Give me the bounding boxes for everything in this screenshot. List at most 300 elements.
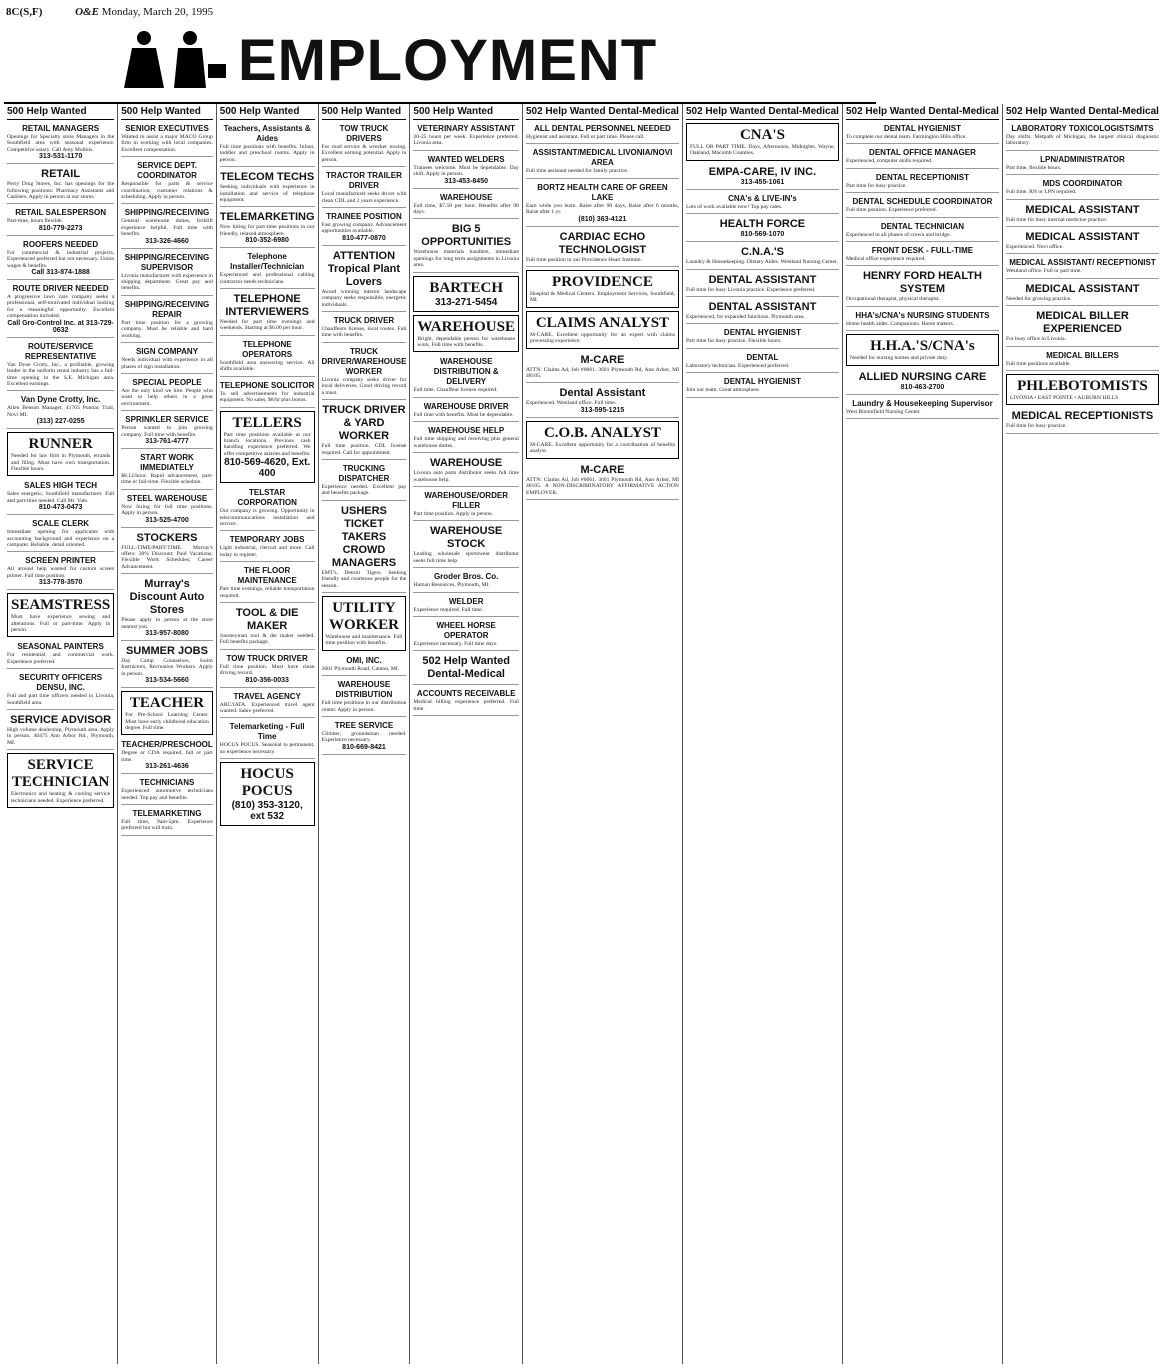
ad-body: General warehouse duties, forklift experience helpful. Full time with benefits.	[121, 218, 213, 238]
classified-ad	[7, 393, 114, 429]
ad-headline: SCALE CLERK	[32, 519, 90, 529]
ad-body: Van Dyne Crotty, Inc., a profitable, growing leader in the uniform rental industry has a full-time opening in the S.E. Michigan area. Excellent earnings.	[7, 361, 115, 387]
ad-body: HOCUS POCUS. Seasonal to permanent, no experience necessary.	[219, 742, 315, 755]
classified-column	[1003, 104, 1162, 1364]
ad-headline: HHA's/CNA's NURSING STUDENTS	[855, 310, 990, 320]
ad-phone: 313-534-5660	[145, 677, 189, 685]
ad-headline: ATTENTION Tropical Plant Lovers	[327, 249, 401, 288]
classified-ad	[413, 122, 519, 151]
ad-body: Allen Benson Manager, 41765 Pontiac Trail, Novi MI.	[7, 405, 115, 418]
classified-ad	[686, 272, 839, 297]
ad-headline: SUMMER JOBS	[126, 645, 208, 657]
ad-headline: MEDICAL RECEPTIONISTS	[1011, 410, 1154, 423]
ad-phone: (810) 353-3120, ext 532	[231, 800, 303, 823]
ad-headline: OMI, INC.	[346, 655, 382, 665]
ad-body: Hygienist and assistant. Full or part time. Please call.	[525, 134, 645, 140]
classified-ad	[846, 309, 999, 331]
classified-ad	[686, 375, 839, 397]
ad-headline: WAREHOUSE HELP	[428, 426, 505, 436]
ad-body: Full time positions available.	[1005, 360, 1071, 367]
ad-headline: ACCOUNTS RECEIVABLE	[416, 689, 516, 699]
classified-column	[217, 104, 319, 1364]
ad-body: Journeyman tool & die maker needed. Full benefits package.	[219, 632, 315, 646]
ad-headline: WAREHOUSE/ORDER FILLER	[424, 490, 508, 510]
classified-ad	[220, 564, 315, 603]
ad-body: Part time positions available at our branch locations. Previous cash handling experience preferred. We offer competitive salaries and benefits.	[223, 431, 311, 457]
classified-ad	[220, 690, 315, 719]
ad-headline: SHIPPING/RECEIVING	[124, 208, 210, 218]
ad-body: Part time for busy practice. Flexible hours.	[685, 338, 782, 345]
ad-body: Full time for busy practice.	[1005, 423, 1067, 430]
classified-ad	[220, 250, 315, 289]
ad-headline: TRAINEE POSITION	[326, 212, 402, 222]
ad-body: Westland office. Full or part time.	[1005, 268, 1082, 275]
classified-ad	[413, 489, 519, 521]
ad-headline: TOOL & DIE MAKER	[235, 606, 299, 632]
classified-ad	[526, 181, 679, 227]
ad-headline: WHEEL HORSE OPERATOR	[436, 620, 496, 640]
ad-headline: SERVICE DEPT. COORDINATOR	[137, 161, 197, 181]
classified-ad	[846, 244, 999, 266]
classified-ad	[1006, 177, 1159, 199]
classified-ad	[121, 413, 213, 449]
classified-ad	[322, 248, 407, 312]
classified-ad	[526, 385, 679, 417]
ad-headline: SECURITY OFFICERS DENSU, INC.	[19, 673, 103, 693]
column-heading: 502 Help Wanted Dental-Medical	[1006, 104, 1159, 120]
ad-headline: MDS COORDINATOR	[1042, 179, 1123, 189]
classified-ad	[121, 492, 213, 528]
ad-headline: M-CARE	[580, 353, 625, 366]
ad-body: FULL-TIME/PART-TIME. Murray's offers: 30% Discount; Paid Vacations; Flexible Work Schedules; Career Advancement.	[121, 544, 213, 570]
classified-ad	[7, 753, 114, 808]
classified-ad	[1006, 408, 1159, 433]
ad-phone: 810-356-0033	[245, 676, 289, 684]
classified-ad	[7, 432, 114, 476]
classified-ad	[121, 122, 213, 157]
ad-headline: MEDICAL ASSISTANT	[1025, 231, 1140, 244]
classified-ad	[686, 192, 839, 214]
classified-ad	[220, 209, 315, 248]
ad-headline: TELEPHONE INTERVIEWERS	[225, 293, 309, 319]
ad-body: Part time position. Apply in person.	[413, 510, 494, 517]
ad-body: Responsible for parts & service coordination, customer relations & scheduling. Apply in person.	[121, 181, 213, 201]
ad-headline: CNA'S	[739, 127, 785, 143]
ad-phone: Call 313-874-1888	[31, 269, 90, 277]
classified-ad	[7, 122, 114, 164]
ad-body: Full time. Chauffeur license required.	[413, 387, 498, 394]
ad-phone: 313-271-5454	[435, 296, 498, 308]
ad-headline: DENTAL HYGIENIST	[723, 328, 801, 338]
ad-headline: C.O.B. ANALYST	[543, 424, 661, 441]
classified-column	[4, 104, 118, 1364]
classified-ad	[846, 122, 999, 144]
ad-body: Full time position in our Providence Heart Institute.	[525, 256, 642, 263]
classified-ad	[121, 576, 213, 641]
classified-ad	[413, 653, 519, 685]
classified-ad	[322, 503, 407, 593]
classified-ad	[322, 122, 407, 167]
classified-ad	[7, 517, 114, 552]
classified-ad	[121, 251, 213, 296]
ad-headline: CLAIMS ANALYST	[535, 314, 670, 331]
ad-body: Full time position. Experience preferred.	[845, 207, 937, 214]
classified-ad	[846, 397, 999, 419]
business-people-icon	[104, 28, 234, 90]
ad-headline: DENTAL SCHEDULE COORDINATOR	[852, 197, 993, 207]
classified-ad	[686, 164, 839, 190]
ad-headline: ROUTE DRIVER NEEDED	[12, 284, 109, 294]
classified-ad	[121, 807, 213, 836]
classified-ad	[220, 605, 315, 650]
ad-headline: TRUCK DRIVER & YARD WORKER	[322, 404, 406, 443]
ad-phone: (313) 227-0255	[36, 418, 85, 426]
classified-ad	[220, 379, 315, 408]
classified-ad	[686, 123, 839, 161]
classified-ad	[1006, 308, 1159, 346]
ad-headline: ASSISTANT/MEDICAL LIVONIA/NOVI AREA	[532, 148, 673, 168]
ad-headline: DENTAL OFFICE MANAGER	[869, 148, 976, 158]
ad-headline: SPRINKLER SERVICE	[125, 415, 209, 425]
ad-body: Experienced. Novi office.	[1005, 244, 1064, 251]
ad-headline: TEMPORARY JOBS	[229, 535, 305, 545]
ad-headline: WAREHOUSE DISTRIBUTION & DELIVERY	[433, 357, 499, 387]
classified-ad	[121, 530, 213, 575]
classified-ad	[1006, 374, 1159, 405]
ad-phone: (810) 363-4121	[578, 215, 627, 223]
column-heading: 500 Help Wanted	[413, 104, 519, 120]
classified-ad	[1006, 349, 1159, 371]
ad-body: Lots of work available now! Top pay rates.	[685, 203, 783, 210]
ad-body: Immediate opening for applicants with accounting background and experience on a computer. Reliable, detail oriented.	[7, 529, 115, 548]
ad-body: Our company is growing. Opportunity in telecommunications installation and service.	[219, 508, 315, 527]
classified-ad	[686, 326, 839, 348]
paper-name: O&E	[75, 6, 99, 18]
ad-headline: WAREHOUSE	[439, 192, 493, 202]
classified-ad	[846, 171, 999, 193]
classified-ad	[413, 595, 519, 617]
ad-body: Human Resources, Plymouth, MI.	[413, 582, 490, 589]
ad-body: Now hiring for part-time positions in our friendly, relaxed atmosphere.	[219, 224, 315, 237]
ad-body: Experienced, computer skills required.	[845, 158, 933, 165]
ad-headline: TOW TRUCK DRIVER	[226, 653, 308, 663]
classified-ad	[121, 451, 213, 490]
ad-headline: SERVICE TECHNICIAN	[11, 757, 110, 791]
classified-ad	[220, 762, 315, 826]
ad-headline: WAREHOUSE	[417, 318, 515, 335]
classified-ad	[220, 720, 315, 759]
ad-headline: SHIPPING/RECEIVING REPAIR	[124, 299, 210, 319]
ad-body: Wanted to assist a major MACO Group firm in working with local companies. Excellent compensation.	[121, 134, 213, 153]
classified-ad	[322, 719, 407, 755]
classified-ad	[121, 206, 213, 248]
classified-ad	[1006, 122, 1159, 151]
classified-ad	[322, 596, 407, 651]
ad-body: Local manufacturer seeks driver with clean CDL and 2 years experience.	[321, 191, 407, 204]
ad-phone: 810-669-8421	[342, 743, 386, 751]
ad-headline: SHIPPING/RECEIVING SUPERVISOR	[124, 252, 210, 272]
ad-body: Leading wholesale sportswear distributor seeks full time help.	[413, 551, 519, 564]
ad-phone: 810-352-6980	[245, 237, 289, 245]
ad-headline: DENTAL HYGIENIST	[883, 124, 961, 133]
classified-ad	[413, 221, 519, 272]
ad-body: Full time assistant needed for family practice.	[525, 168, 629, 175]
ad-body: For residential and commercial work. Experience preferred.	[7, 652, 115, 665]
ad-body: Warehouse and maintenance. Full time position with benefits.	[325, 633, 403, 647]
ad-headline: WAREHOUSE STOCK	[430, 525, 503, 551]
ad-body: Part time for busy practice.	[845, 182, 907, 189]
ad-headline: Groder Bros. Co.	[433, 572, 499, 582]
ad-phone: 810-779-2273	[38, 224, 83, 232]
ad-body: Part time evenings, reliable transportation required.	[219, 586, 315, 599]
classified-ad	[413, 400, 519, 422]
ad-headline: HOCUS POCUS	[240, 766, 294, 800]
ad-headline: MEDICAL ASSISTANT	[1025, 203, 1140, 216]
ad-body: Award winning interior landscape company seeks responsible, energetic individuals.	[321, 288, 407, 308]
classified-ad	[322, 345, 407, 400]
ad-body: Full time positions with benefits. Infant, toddler and preschool rooms. Apply in person.	[219, 144, 315, 163]
ad-body: Full time, $7.50 per hour. Benefits after 90 days.	[413, 202, 519, 216]
column-heading: 502 Help Wanted Dental-Medical	[526, 104, 679, 120]
ad-headline: RETAIL MANAGERS	[22, 124, 100, 133]
classified-ad	[413, 687, 519, 716]
ad-body: Experience needed. Excellent pay and benefits package.	[321, 483, 407, 497]
ad-body: Occupational therapist, physical therapist.	[845, 296, 940, 303]
ad-headline: BARTECH	[429, 279, 504, 296]
classified-ad	[220, 291, 315, 336]
ad-body: Laboratory technician. Experienced preferred.	[685, 362, 790, 369]
ad-headline: ROOFERS NEEDED	[23, 239, 99, 249]
classified-ad	[686, 216, 839, 242]
classified-column	[118, 104, 217, 1364]
ad-headline: SEASONAL PAINTERS	[17, 642, 104, 652]
ad-headline: SERVICE ADVISOR	[10, 714, 112, 727]
ad-body: To complete our dental team. Farmington Hills office.	[845, 134, 967, 140]
ad-headline: Teachers, Assistants & Aides	[223, 124, 311, 143]
ad-body: Part time position for a growing company. Must be reliable and hard working.	[121, 319, 213, 339]
ad-headline: TELLERS	[232, 414, 302, 431]
ad-headline: SIGN COMPANY	[135, 347, 199, 357]
ad-body: Are the only kind we hire. People who want to help others in a great environment.	[121, 387, 213, 407]
ad-headline: DENTAL RECEPTIONIST	[875, 172, 969, 182]
ad-headline: TRUCK DRIVER/WAREHOUSE WORKER	[321, 346, 407, 376]
classified-ad	[686, 244, 839, 269]
ad-body: Climber, groundsman needed. Experience necessary.	[321, 730, 407, 744]
ad-body: Experience necessary. Full time days.	[413, 640, 498, 647]
ad-body: Sales energetic, Southfield manufacturer. Full and part-time needed. Call Mr. Vale.	[7, 491, 115, 504]
ad-headline: USHERS TICKET TAKERS CROWD MANAGERS	[331, 504, 397, 569]
ad-body: Perry Drug Stores, Inc. has openings for the following positions: Pharmacy Assistants and Cashiers. Apply in person at our stores.	[7, 181, 115, 201]
ad-body: Needs individual with experience in all phases of sign installation.	[121, 357, 213, 370]
ad-body: Full time position. Must have clean driving record.	[219, 663, 315, 677]
ad-body: Hospital & Medical Centers. Employment Services, Southfield, MI.	[529, 291, 675, 304]
ad-phone: 810-463-2700	[900, 383, 945, 391]
classified-column	[319, 104, 411, 1364]
ad-headline: Van Dyne Crotty, Inc.	[20, 395, 101, 405]
ad-headline: EMPA-CARE, IV INC.	[708, 165, 817, 178]
ad-body: Medical office experience required.	[845, 256, 926, 263]
ad-headline: VETERINARY ASSISTANT	[417, 124, 516, 133]
classified-ad	[526, 352, 679, 384]
classified-ad	[121, 738, 213, 774]
ad-body: For busy office in Livonia.	[1005, 336, 1066, 343]
ad-body: $8.12/hour. Rapid advancement, part-time or full-time. Flexible schedule.	[121, 472, 213, 486]
classified-ad	[7, 554, 114, 590]
ad-headline: TELSTAR CORPORATION	[237, 488, 297, 508]
ad-body: Must have experience sewing and alterations. Full or part-time. Apply in person.	[11, 614, 111, 633]
classified-ad	[322, 462, 407, 501]
ad-headline: SPECIAL PEOPLE	[132, 377, 202, 387]
ad-body: Laundry & Housekeeping. Dietary Aides. Westland Nursing Center.	[685, 259, 838, 266]
classified-ad	[846, 220, 999, 242]
ad-body: Trainees welcome. Must be dependable. Day shift. Apply in person.	[413, 164, 519, 178]
ad-headline: SCREEN PRINTER	[25, 556, 96, 566]
classified-ad	[413, 315, 519, 353]
classified-ad	[526, 421, 679, 459]
ad-body: Experienced in all phases of crown and bridge.	[845, 231, 951, 238]
running-header	[6, 6, 874, 22]
ad-body: Experienced and professional cabling contractor needs technicians.	[219, 272, 315, 285]
classified-column	[523, 104, 683, 1364]
column-heading: 500 Help Wanted	[121, 104, 213, 120]
ad-headline: ROUTE/SERVICE REPRESENTATIVE	[24, 341, 97, 361]
classified-ad	[413, 619, 519, 651]
classified-ad	[413, 455, 519, 487]
ad-headline: PROVIDENCE	[552, 274, 653, 291]
classified-ad	[322, 169, 407, 208]
ad-headline: CARDIAC ECHO TECHNOLOGIST	[558, 230, 647, 256]
ad-headline: Laundry & Housekeeping Supervisor	[852, 398, 993, 408]
ad-headline: RETAIL	[41, 168, 81, 181]
ad-body: M-CARE. Excellent opportunity for a coordination of benefits analyst.	[529, 441, 675, 455]
ad-headline: DENTAL	[746, 352, 779, 362]
ad-headline: TREE SERVICE	[334, 720, 394, 730]
ad-headline: HENRY FORD HEALTH SYSTEM	[862, 270, 982, 296]
classified-ad	[322, 678, 407, 717]
ad-phone: 313-778-3570	[38, 579, 83, 587]
ad-body: Seeking individuals with experience in installation and service of telephone equipment.	[219, 184, 315, 204]
ad-phone: 313-957-8080	[145, 630, 189, 637]
ad-headline: TECHNICIANS	[139, 778, 195, 788]
column-heading: 500 Help Wanted	[220, 104, 315, 120]
ad-headline: SEAMSTRESS	[11, 597, 111, 614]
ad-phone: 313-261-4636	[145, 763, 189, 771]
issue-date: Monday, March 20, 1995	[101, 6, 214, 18]
ad-headline: TELEPHONE SOLICITOR	[219, 380, 315, 390]
ad-body: Experienced. Westland office. Full time.	[525, 400, 617, 407]
ad-headline: Dental Assistant	[559, 387, 646, 400]
classified-ad	[7, 206, 114, 235]
ad-headline: STOCKERS	[136, 531, 198, 544]
ad-body: Needed for part time evenings and weekends. Starting at $6.00 per hour.	[219, 319, 315, 332]
classified-ad	[220, 652, 315, 688]
section-masthead	[6, 26, 874, 98]
column-heading: 502 Help Wanted Dental-Medical	[686, 104, 839, 120]
ad-body: Now hiring for full time positions. Apply in person.	[121, 503, 213, 517]
ad-phone: Call Gro-Control Inc. at 313-729-0632	[7, 319, 114, 334]
ad-headline: RUNNER	[28, 436, 93, 453]
ad-body: Needed for law firm in Plymouth, errands and filing. Must have own transportation. Flexible hours.	[11, 453, 111, 472]
ad-headline: LABORATORY TOXICOLOGISTS/MTS	[1011, 124, 1154, 133]
classified-ad	[220, 486, 315, 531]
ad-headline: LPN/ADMINISTRATOR	[1040, 154, 1125, 164]
page-number: 8C(S,F)	[6, 6, 43, 18]
ad-headline: MEDICAL BILLER EXPERIENCED	[1036, 310, 1129, 336]
classified-ad	[7, 593, 114, 637]
ad-body: Full time, 9am-5pm. Experience preferred but will train.	[121, 819, 213, 832]
classified-ad	[413, 191, 519, 220]
classified-ad	[526, 462, 679, 500]
classified-ad	[322, 402, 407, 460]
classified-ad	[121, 643, 213, 688]
ad-body: Full time positions in our distribution center. Apply in person.	[321, 700, 407, 713]
ad-body: Earn while you learn. Raise after 90 days, Raise after 6 months, Raise after 1 yr.	[525, 202, 679, 216]
ad-headline: C.N.A.'S	[740, 246, 784, 259]
ad-headline: SALES HIGH TECH	[24, 481, 98, 491]
classified-column	[410, 104, 523, 1364]
ad-phone: 810-473-0473	[38, 504, 83, 512]
ad-phone: 313-326-4660	[145, 237, 189, 245]
ad-phone: 313-455-1061	[740, 178, 785, 186]
classified-ad	[526, 270, 679, 308]
classified-ad	[121, 376, 213, 411]
ad-headline: WAREHOUSE DISTRIBUTION	[335, 680, 393, 700]
ad-body: Needed for growing practice.	[1005, 295, 1072, 302]
ad-phone: 810-477-0870	[342, 234, 386, 242]
ad-headline: TRACTOR TRAILER DRIVER	[326, 171, 402, 191]
ad-headline: TRAVEL AGENCY	[233, 691, 301, 701]
ad-headline: TRUCK DRIVER	[333, 316, 395, 326]
ad-phone: 313-531-1170	[39, 153, 83, 161]
ad-body: ATTN: Claims Ad, Job #0061. 3601 Plymouth Rd, Ann Arbor, MI 48105.	[525, 366, 679, 380]
classified-ad	[7, 479, 114, 515]
ad-headline: WAREHOUSE DRIVER	[423, 401, 509, 411]
ad-body: Person wanted to join growing company. Full time with benefits.	[121, 425, 213, 438]
classified-ad	[526, 146, 679, 178]
classified-ad	[686, 351, 839, 373]
classified-ad	[7, 340, 114, 392]
ad-headline: CNA's & LIVE-IN's	[728, 193, 797, 203]
ad-body: Day shifts. Metpath of Michigan, the largest clinical diagnostic laboratory.	[1005, 134, 1159, 147]
classified-ad	[846, 334, 999, 365]
classified-ad	[7, 238, 114, 280]
ad-headline: Telemarketing - Full Time	[229, 722, 305, 742]
ad-body: Please apply in person at the store nearest you.	[121, 617, 213, 630]
ad-body: Part time, flexible hours.	[1005, 164, 1062, 171]
ad-headline: TELECOM TECHS	[220, 171, 315, 184]
ad-body: Experienced automotive technicians needed. Top pay and benefits.	[121, 788, 213, 801]
ad-phone: 313-453-8450	[444, 177, 488, 185]
ad-body: A progressive lawn care company seeks a professional, self-motivated individual looking for a meaningful opportunity. Excellent compensation included.	[7, 294, 115, 320]
ad-body: ATTN: Claims Ad, Job #0061. 3601 Plymouth Rd, Ann Arbor, MI 48105. A NON-DISCRIMINATORY AFFIRMATIVE ACTION EMPLOYER.	[525, 476, 679, 496]
ad-body: For Pre-School Learning Center. Must have early childhood education degree. Full time.	[125, 712, 209, 732]
ad-phone: 810-569-1070	[740, 231, 785, 239]
classified-column	[683, 104, 843, 1364]
ad-body: EMT's. Detroit Tigers. Seeking friendly and courteous people for the season.	[321, 569, 407, 589]
classified-column	[843, 104, 1003, 1364]
classified-ad	[121, 691, 213, 735]
ad-body: Bright, dependable person for warehouse work. Full time with benefits.	[417, 335, 515, 349]
ad-headline: DENTAL ASSISTANT	[708, 301, 817, 314]
ad-body: Full time for busy internal medicine practice.	[1005, 216, 1108, 223]
ad-body: Day Camp Counselors, Swim Instructors, Recreation Workers. Apply in person.	[121, 658, 213, 677]
ad-phone: 313-525-4700	[145, 516, 189, 524]
classified-ad	[1006, 153, 1159, 175]
ad-body: Chauffeurs license, local routes. Full time with benefits.	[321, 326, 407, 339]
classified-ad	[413, 355, 519, 397]
ad-body: Livonia manufacturer with experience in shipping department. Great pay and benefits.	[121, 272, 213, 292]
ad-body: Medical billing experience preferred. Full time.	[413, 699, 519, 712]
